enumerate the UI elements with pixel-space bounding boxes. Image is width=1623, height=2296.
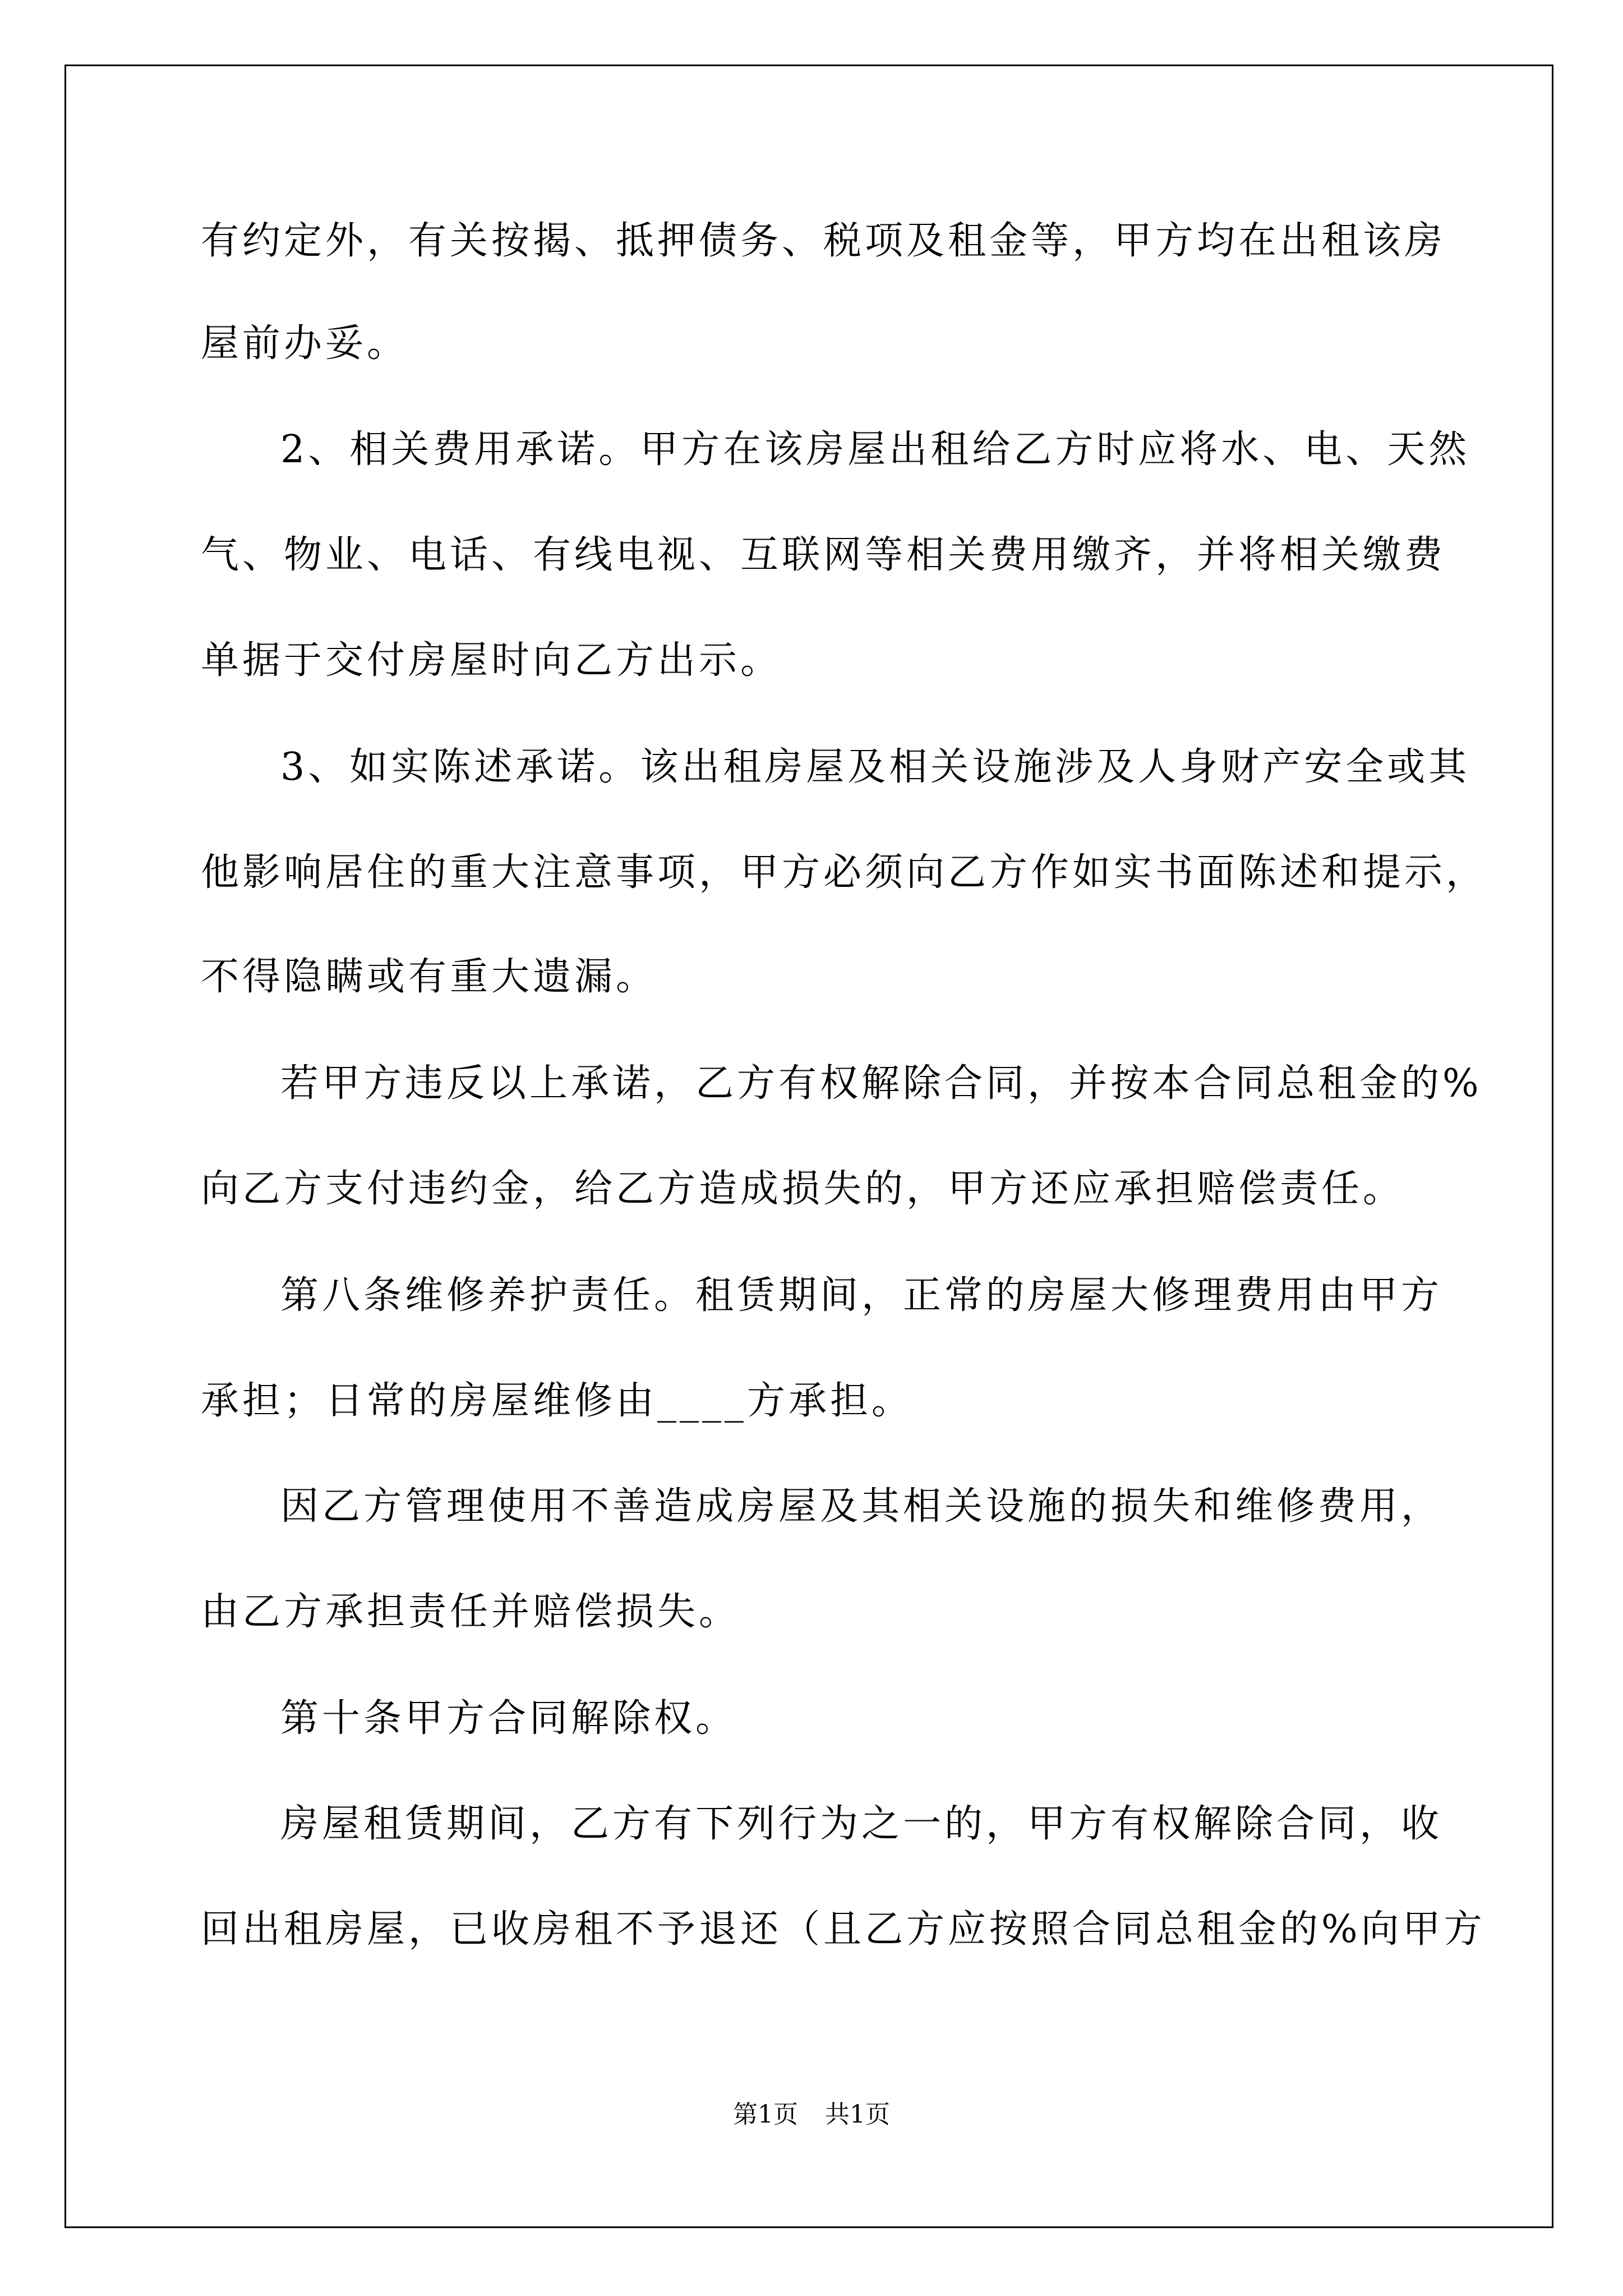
text-line: 回出租房屋，已收房租不予退还（且乙方应按照合同总租金的%向甲方: [201, 1907, 1486, 1952]
page-number-total: 共1页: [825, 2100, 890, 2129]
text-line: 第八条维修养护责任。租赁期间，正常的房屋大修理费用由甲方: [280, 1273, 1443, 1318]
text-line: 因乙方管理使用不善造成房屋及其相关设施的损失和维修费用，: [280, 1484, 1443, 1529]
text-line: 气、物业、电话、有线电视、互联网等相关费用缴齐，并将相关缴费: [201, 533, 1446, 577]
text-line: 第十条甲方合同解除权。: [280, 1696, 737, 1741]
text-line: 向乙方支付违约金，给乙方造成损失的，甲方还应承担赔偿责任。: [201, 1167, 1405, 1211]
text-line: 由乙方承担责任并赔偿损失。: [201, 1590, 741, 1634]
text-line: 3、如实陈述承诺。该出租房屋及相关设施涉及人身财产安全或其: [280, 745, 1470, 789]
text-line: 承担；日常的房屋维修由____方承担。: [201, 1379, 914, 1423]
text-line: 有约定外，有关按揭、抵押债务、税项及租金等，甲方均在出租该房: [201, 219, 1446, 263]
text-line: 房屋租赁期间，乙方有下列行为之一的，甲方有权解除合同，收: [280, 1802, 1443, 1846]
text-line: 不得隐瞒或有重大遗漏。: [201, 955, 658, 999]
page-footer: [0, 2098, 1623, 2132]
text-line: 他影响居住的重大注意事项，甲方必须向乙方作如实书面陈述和提示，: [201, 850, 1488, 895]
text-line: 单据于交付房屋时向乙方出示。: [201, 638, 782, 683]
text-line: 屋前办妥。: [201, 321, 409, 366]
text-line: 若甲方违反以上承诺，乙方有权解除合同，并按本合同总租金的%: [280, 1061, 1482, 1106]
text-line: 2、相关费用承诺。甲方在该房屋出租给乙方时应将水、电、天然: [280, 427, 1470, 472]
page-number-current: 第1页: [733, 2100, 798, 2129]
